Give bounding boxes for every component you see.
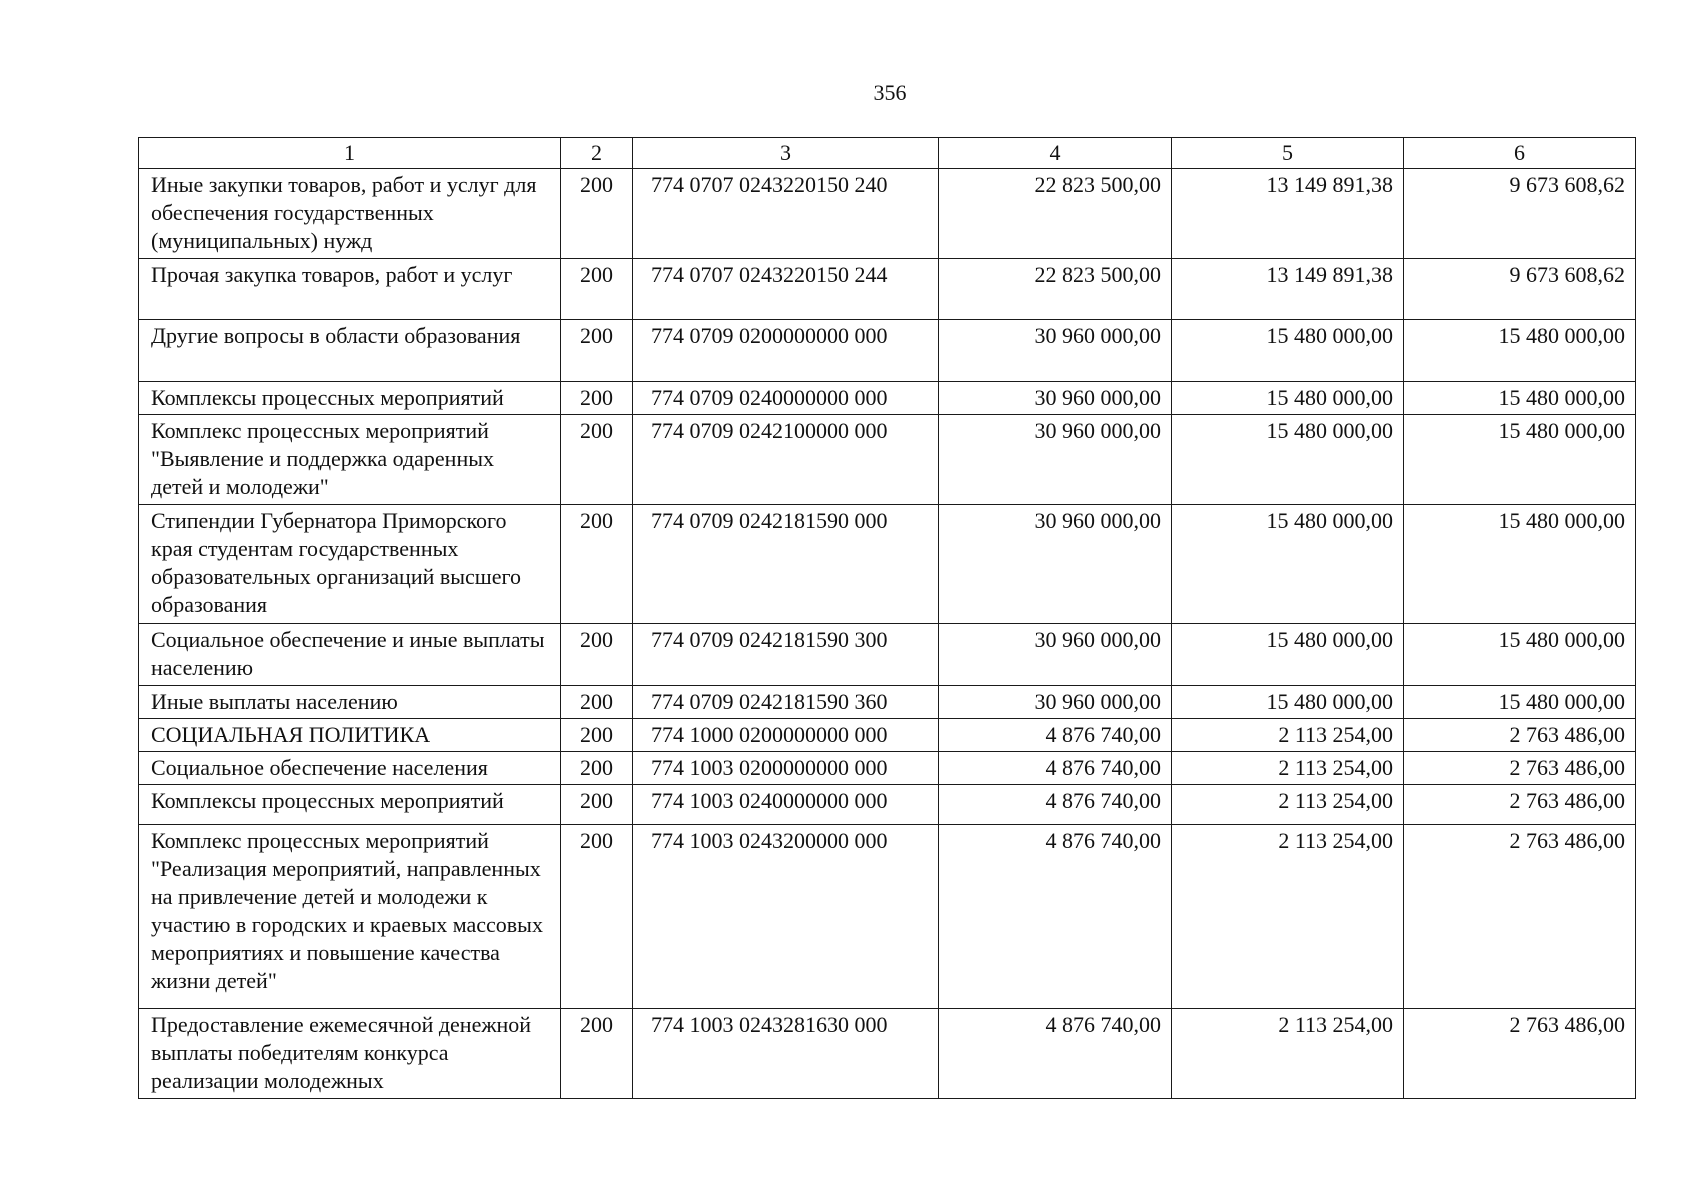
row-col6-value: 15 480 000,00 bbox=[1404, 415, 1636, 505]
table-row bbox=[139, 382, 1636, 415]
row-kbk: 774 1003 0200000000 000 bbox=[633, 752, 939, 785]
row-col4-value: 22 823 500,00 bbox=[939, 169, 1172, 259]
row-name: Комплекс процессных мероприятий "Реализация мероприятий, направленных на привлечение детей и молодежи к участию в городских и краевых массовых мероприятиях и повышение качества жизни детей" bbox=[139, 825, 561, 1009]
row-code: 200 bbox=[561, 505, 633, 624]
column-header: 4 bbox=[939, 138, 1172, 169]
row-col5-value: 15 480 000,00 bbox=[1172, 415, 1404, 505]
row-col5-value: 2 113 254,00 bbox=[1172, 1009, 1404, 1099]
table-row bbox=[139, 505, 1636, 624]
row-col6-value: 9 673 608,62 bbox=[1404, 259, 1636, 320]
row-kbk: 774 0707 0243220150 244 bbox=[633, 259, 939, 320]
table-row bbox=[139, 320, 1636, 382]
row-code: 200 bbox=[561, 825, 633, 1009]
row-name: Другие вопросы в области образования bbox=[139, 320, 561, 382]
table-row bbox=[139, 785, 1636, 825]
row-name: Стипендии Губернатора Приморского края студентам государственных образовательных организаций высшего образования bbox=[139, 505, 561, 624]
row-col5-value: 2 113 254,00 bbox=[1172, 825, 1404, 1009]
row-code: 200 bbox=[561, 719, 633, 752]
table-row bbox=[139, 415, 1636, 505]
row-name: Социальное обеспечение и иные выплаты населению bbox=[139, 624, 561, 686]
row-kbk: 774 1003 0243200000 000 bbox=[633, 825, 939, 1009]
row-code: 200 bbox=[561, 785, 633, 825]
column-header: 6 bbox=[1404, 138, 1636, 169]
row-col5-value: 13 149 891,38 bbox=[1172, 169, 1404, 259]
row-code: 200 bbox=[561, 752, 633, 785]
row-col6-value: 9 673 608,62 bbox=[1404, 169, 1636, 259]
row-col6-value: 15 480 000,00 bbox=[1404, 382, 1636, 415]
row-col6-value: 2 763 486,00 bbox=[1404, 785, 1636, 825]
row-name: Иные выплаты населению bbox=[139, 686, 561, 719]
row-name: СОЦИАЛЬНАЯ ПОЛИТИКА bbox=[139, 719, 561, 752]
row-kbk: 774 1003 0243281630 000 bbox=[633, 1009, 939, 1099]
row-col6-value: 15 480 000,00 bbox=[1404, 686, 1636, 719]
row-name: Комплексы процессных мероприятий bbox=[139, 785, 561, 825]
column-header: 2 bbox=[561, 138, 633, 169]
row-col5-value: 2 113 254,00 bbox=[1172, 752, 1404, 785]
row-col4-value: 30 960 000,00 bbox=[939, 505, 1172, 624]
row-code: 200 bbox=[561, 624, 633, 686]
column-header: 5 bbox=[1172, 138, 1404, 169]
row-kbk: 774 1003 0240000000 000 bbox=[633, 785, 939, 825]
table-row bbox=[139, 624, 1636, 686]
page-number: 356 bbox=[873, 80, 907, 105]
row-kbk: 774 0709 0242181590 000 bbox=[633, 505, 939, 624]
row-col5-value: 15 480 000,00 bbox=[1172, 686, 1404, 719]
table-row bbox=[139, 752, 1636, 785]
row-name: Иные закупки товаров, работ и услуг для обеспечения государственных (муниципальных) нужд bbox=[139, 169, 561, 259]
row-col5-value: 13 149 891,38 bbox=[1172, 259, 1404, 320]
row-code: 200 bbox=[561, 382, 633, 415]
table-row bbox=[139, 825, 1636, 1009]
table-row bbox=[139, 686, 1636, 719]
row-col4-value: 30 960 000,00 bbox=[939, 382, 1172, 415]
row-code: 200 bbox=[561, 1009, 633, 1099]
row-kbk: 774 0707 0243220150 240 bbox=[633, 169, 939, 259]
row-code: 200 bbox=[561, 169, 633, 259]
row-col4-value: 30 960 000,00 bbox=[939, 686, 1172, 719]
row-code: 200 bbox=[561, 259, 633, 320]
row-col6-value: 15 480 000,00 bbox=[1404, 624, 1636, 686]
row-kbk: 774 0709 0242181590 300 bbox=[633, 624, 939, 686]
row-col6-value: 2 763 486,00 bbox=[1404, 1009, 1636, 1099]
row-col5-value: 15 480 000,00 bbox=[1172, 382, 1404, 415]
row-col6-value: 15 480 000,00 bbox=[1404, 320, 1636, 382]
row-col5-value: 15 480 000,00 bbox=[1172, 505, 1404, 624]
row-name: Предоставление ежемесячной денежной выплаты победителям конкурса реализации молодежных bbox=[139, 1009, 561, 1099]
row-col4-value: 4 876 740,00 bbox=[939, 719, 1172, 752]
row-col5-value: 15 480 000,00 bbox=[1172, 624, 1404, 686]
row-col4-value: 4 876 740,00 bbox=[939, 825, 1172, 1009]
column-header: 1 bbox=[139, 138, 561, 169]
row-kbk: 774 0709 0240000000 000 bbox=[633, 382, 939, 415]
row-col5-value: 2 113 254,00 bbox=[1172, 785, 1404, 825]
table-row bbox=[139, 169, 1636, 259]
row-col4-value: 30 960 000,00 bbox=[939, 624, 1172, 686]
row-col4-value: 4 876 740,00 bbox=[939, 1009, 1172, 1099]
row-code: 200 bbox=[561, 686, 633, 719]
row-kbk: 774 0709 0242100000 000 bbox=[633, 415, 939, 505]
row-name: Комплекс процессных мероприятий "Выявление и поддержка одаренных детей и молодежи" bbox=[139, 415, 561, 505]
row-name: Комплексы процессных мероприятий bbox=[139, 382, 561, 415]
row-kbk: 774 1000 0200000000 000 bbox=[633, 719, 939, 752]
row-col5-value: 2 113 254,00 bbox=[1172, 719, 1404, 752]
row-col5-value: 15 480 000,00 bbox=[1172, 320, 1404, 382]
table-header-row bbox=[139, 138, 1636, 169]
budget-table bbox=[138, 137, 1636, 1099]
column-header: 3 bbox=[633, 138, 939, 169]
row-col4-value: 4 876 740,00 bbox=[939, 752, 1172, 785]
row-col6-value: 2 763 486,00 bbox=[1404, 752, 1636, 785]
row-kbk: 774 0709 0242181590 360 bbox=[633, 686, 939, 719]
row-col6-value: 2 763 486,00 bbox=[1404, 825, 1636, 1009]
row-col4-value: 30 960 000,00 bbox=[939, 320, 1172, 382]
row-col6-value: 2 763 486,00 bbox=[1404, 719, 1636, 752]
row-col4-value: 4 876 740,00 bbox=[939, 785, 1172, 825]
row-col4-value: 22 823 500,00 bbox=[939, 259, 1172, 320]
table-row bbox=[139, 719, 1636, 752]
row-code: 200 bbox=[561, 415, 633, 505]
table-row bbox=[139, 1009, 1636, 1099]
row-name: Прочая закупка товаров, работ и услуг bbox=[139, 259, 561, 320]
table-row bbox=[139, 259, 1636, 320]
row-col4-value: 30 960 000,00 bbox=[939, 415, 1172, 505]
row-code: 200 bbox=[561, 320, 633, 382]
row-col6-value: 15 480 000,00 bbox=[1404, 505, 1636, 624]
row-name: Социальное обеспечение населения bbox=[139, 752, 561, 785]
row-kbk: 774 0709 0200000000 000 bbox=[633, 320, 939, 382]
